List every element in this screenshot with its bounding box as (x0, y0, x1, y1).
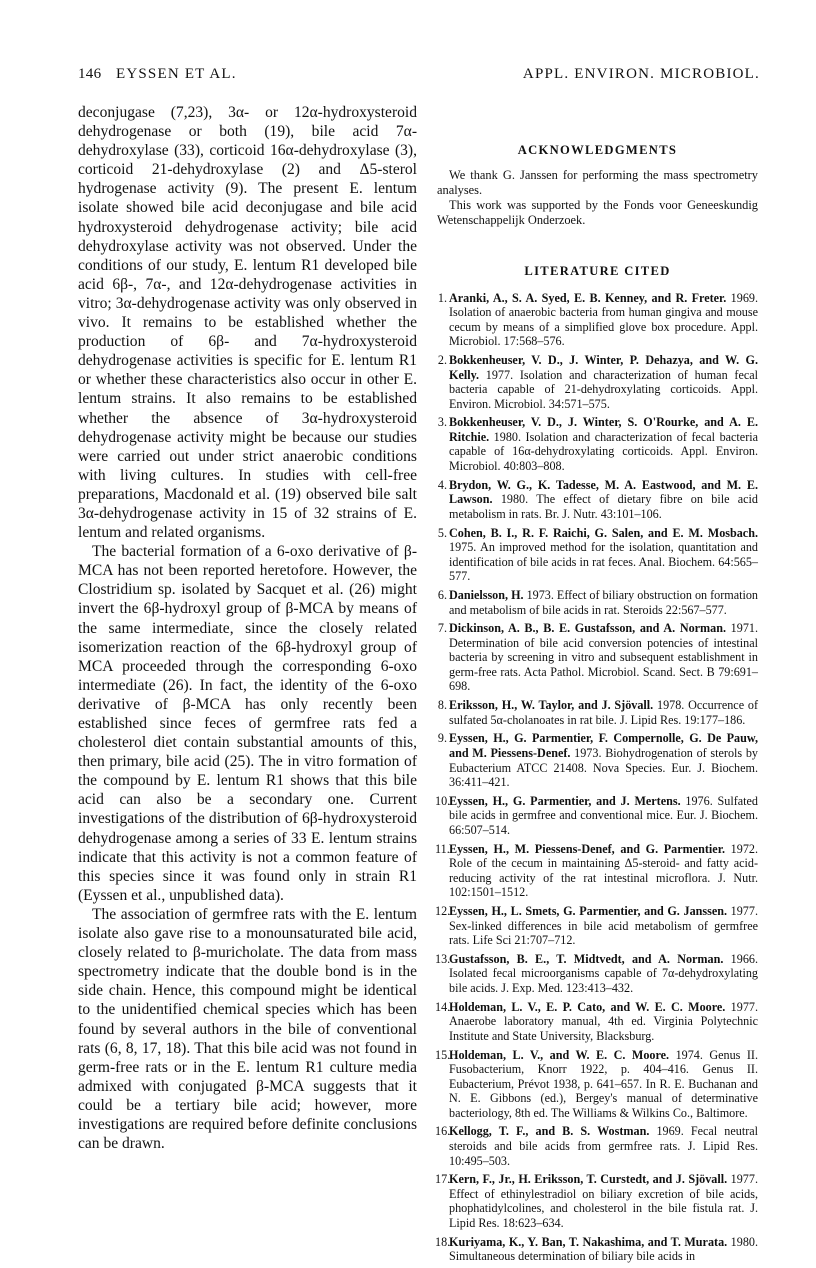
reference-authors: Cohen, B. I., R. F. Raichi, G. Salen, and E. M. Mosbach. (449, 525, 758, 540)
reference-text: 1971. Determination of bile acid conversion potencies of intestinal bacteria by screening in vitro and subsequent establishment in germ-free rats. Acta Pathol. Microbiol. Scand. Sect. B 79:691–698. (449, 621, 758, 694)
reference-item (437, 731, 758, 789)
reference-text: 1978. Occurrence of sulfated 5α-cholanoates in rat bile. J. Lipid Res. 19:177–186. (449, 698, 758, 727)
reference-authors: Eyssen, H., M. Piessens-Denef, and G. Parmentier. (449, 841, 726, 856)
reference-authors: Eyssen, H., G. Parmentier, and J. Mertens. (449, 793, 681, 808)
reference-item (437, 952, 758, 996)
reference-text: 1976. Sulfated bile acids in germfree and conventional mice. Eur. J. Biochem. 66:507–514. (449, 793, 758, 837)
reference-number: 13. (435, 951, 451, 966)
reference-authors: Kellogg, T. F., and B. S. Wostman. (449, 1124, 650, 1139)
page-number: 146 (78, 66, 102, 82)
reference-number: 7. (437, 621, 447, 636)
body-paragraph-2: The bacterial formation of a 6-oxo derivative of β-MCA has not been reported heretofore. However, the Clostridium sp. isolated by Sacquet et al. (26) might invert the 6β-hydroxyl group of β-MCA by means of the same intermediate, since the closely related isomerization reaction of the 6β-hydroxyl group of MCA proceeded through the corresponding 6-oxo intermediate (26). In fact, the identity of the 6-oxo derivative of β-MCA has only recently been established since feces of germfree rats fed a cholesterol diet contain substantial amounts of this, then primary, bile acid (25). The in vitro formation of the compound by E. lentum R1 shows that this bile acid can also be a secondary one. Current investigations of the distribution of 6β-hydroxysteroid dehydrogenase among a series of 33 E. lentum strains indicate that this activity is not a common feature of this species since it was found only in strain R1 (Eyssen et al., unpublished data). (78, 543, 417, 904)
reference-text: 1974. Genus II. Fusobacterium, Knorr 1922, p. 404–416. Genus II. Eubacterium, Prévot 1938, p. 641–657. In R. E. Buchanan and N. E. Gibbons (ed.), Bergey's manual of determinative bacteriology, 8th ed. The Williams & Wilkins Co., Baltimore. (449, 1047, 758, 1120)
reference-text: 1973. Effect of biliary obstruction on formation and metabolism of bile acids in rat. Steroids 22:567–577. (449, 587, 758, 617)
reference-authors: Eyssen, H., G. Parmentier, F. Compernolle, G. De Pauw, and M. Piessens-Denef. (449, 731, 758, 760)
reference-authors: Bokkenheuser, V. D., J. Winter, P. Dehazya, and W. G. Kelly. (449, 353, 758, 382)
reference-authors: Danielsson, H. (449, 587, 524, 602)
reference-item (437, 842, 758, 900)
reference-item (437, 291, 758, 349)
reference-number: 14. (435, 999, 451, 1014)
reference-item (437, 1048, 758, 1121)
body-paragraph-3: The association of germfree rats with the E. lentum isolate also gave rise to a monounsaturated bile acid, closely related to β-muricholate. The data from mass spectrometry indicate that the double bond is in the side chain. Hence, this compound might be identical to the unidentified chemical species which has been found by several authors in the bile of conventional rats (6, 8, 17, 18). That this bile acid was not found in germ-free rats or in the E. lentum R1 culture media admixed with conjugated β-MCA suggests that it could be a tertiary bile acid; however, more investigations are required before definite conclusions can be drawn. (78, 905, 417, 1153)
reference-text: 1975. An improved method for the isolation, quantitation and identification of bile acids in rat feces. Anal. Biochem. 64:565–577. (449, 540, 758, 584)
reference-number: 5. (437, 525, 447, 540)
reference-number: 3. (437, 415, 447, 430)
left-column (78, 103, 417, 1153)
reference-number: 18. (435, 1234, 451, 1249)
reference-text: 1969. Isolation of anaerobic bacteria from human gingiva and mouse cecum by means of a simplified glove box procedure. Appl. Microbiol. 17:568–576. (449, 290, 759, 349)
reference-text: 1980. Simultaneous determination of biliary bile acids in (449, 1234, 758, 1264)
acknowledgment-paragraph-2: This work was supported by the Fonds voor Geneeskundig Wetenschappelijk Onderzoek. (437, 197, 758, 227)
reference-item (437, 1235, 758, 1264)
reference-authors: Kern, F., Jr., H. Eriksson, T. Curstedt, and J. Sjövall. (449, 1172, 728, 1187)
reference-item (437, 698, 758, 727)
reference-authors: Eyssen, H., L. Smets, G. Parmentier, and G. Janssen. (449, 904, 728, 919)
acknowledgments-heading: ACKNOWLEDGMENTS (517, 143, 678, 157)
reference-authors: Holdeman, L. V., and W. E. C. Moore. (449, 1047, 670, 1062)
reference-item (437, 904, 758, 948)
reference-authors: Aranki, A., S. A. Syed, E. B. Kenney, and R. Freter. (449, 290, 727, 305)
reference-number: 9. (437, 731, 447, 746)
reference-text: 1966. Isolated fecal microorganisms capable of 7α-dehydroxylating bile acids. J. Exp. Med. 123:413–432. (449, 951, 758, 995)
reference-item (437, 478, 758, 522)
running-head-authors: EYSSEN ET AL. (116, 66, 237, 82)
reference-number: 8. (437, 698, 447, 713)
reference-authors: Brydon, W. G., K. Tadesse, M. A. Eastwood, and M. E. Lawson. (449, 477, 758, 507)
running-head-journal: APPL. ENVIRON. MICROBIOL. (522, 66, 760, 82)
reference-item (437, 415, 758, 473)
reference-authors: Dickinson, A. B., B. E. Gustafsson, and A. Norman. (449, 621, 727, 636)
reference-text: 1977. Isolation and characterization of human fecal bacteria capable of 21-dehydroxylating corticoids. Appl. Environ. Microbiol. 34:571–575. (449, 367, 758, 411)
literature-cited-heading: LITERATURE CITED (524, 263, 671, 278)
reference-number: 4. (437, 477, 447, 492)
reference-authors: Holdeman, L. V., E. P. Cato, and W. E. C. Moore. (449, 999, 726, 1014)
reference-authors: Eriksson, H., W. Taylor, and J. Sjövall. (449, 698, 654, 713)
reference-number: 11. (435, 841, 450, 856)
reference-item (437, 588, 758, 617)
reference-text: 1980. The effect of dietary fibre on bile acid metabolism in rats. Br. J. Nutr. 43:101–106. (449, 492, 758, 521)
reference-item (437, 621, 758, 694)
reference-number: 17. (435, 1172, 451, 1187)
reference-text: 1977. Sex-linked differences in bile acid metabolism of germfree rats. Life Sci 21:707–712. (449, 904, 758, 948)
reference-text: 1977. Anaerobe laboratory manual, 4th ed. Virginia Polytechnic Institute and State University, Blacksburg. (449, 999, 758, 1043)
reference-item (437, 1124, 758, 1168)
reference-item (437, 1172, 758, 1230)
right-column (437, 136, 758, 1268)
reference-item (437, 794, 758, 838)
reference-item (437, 1000, 758, 1044)
reference-text: 1969. Fecal neutral steroids and bile acids from germfree rats. J. Lipid Res. 10:495–503. (449, 1124, 758, 1168)
reference-item (437, 353, 758, 411)
reference-list (437, 291, 758, 1264)
reference-text: 1972. Role of the cecum in maintaining Δ5-steroid- and fatty acid-reducing activity of the rat intestinal microflora. J. Nutr. 102:1501–1512. (449, 841, 758, 900)
reference-number: 10. (435, 793, 451, 808)
acknowledgment-paragraph-1: We thank G. Janssen for performing the mass spectrometry analyses. (437, 168, 758, 197)
reference-number: 12. (435, 904, 451, 919)
reference-text: 1973. Biohydrogenation of sterols by Eubacterium ATCC 21408. Nova Species. Eur. J. Biochem. 36:411–421. (449, 745, 758, 790)
reference-number: 16. (435, 1124, 451, 1139)
reference-item (437, 526, 758, 584)
reference-number: 15. (435, 1047, 451, 1062)
reference-number: 1. (437, 290, 447, 305)
reference-number: 6. (437, 587, 447, 602)
body-paragraph-1: deconjugase (7,23), 3α- or 12α-hydroxysteroid dehydrogenase or both (19), bile acid 7α-dehydroxylase (33), corticoid 16α-dehydroxylase (3), corticoid 21-dehydroxylase (2) and Δ5-sterol hydrogenase activity (9). The present E. lentum isolate showed bile acid deconjugase and bile acid hydroxysteroid dehydrogenase activity; bile acid dehydroxylase activity was not observed. Under the conditions of our study, E. lentum R1 developed bile acid 6β-, 7α-, and 12α-dehydrogenase activities in vitro; 3α-dehydrogenase activity was only observed in vivo. It remains to be established whether the production of 6β- and 7α-hydroxysteroid dehydrogenase activities is specific for E. lentum R1 or whether these characteristics also occur in other E. lentum strains. It also remains to be established whether the absence of 3α-hydroxysteroid dehydrogenase activity might be because our studies were carried out under strict anaerobic conditions with living cultures. In studies with cell-free preparations, Macdonald et al. (19) observed bile salt 3α-dehydrogenase activity in 15 of 32 strains of E. lentum and related organisms. (78, 104, 417, 542)
reference-text: 1977. Effect of ethinylestradiol on biliary excretion of bile acids, phophatidylcolines, and cholesterol in the bile fistula rat. J. Lipid Res. 18:623–634. (449, 1172, 758, 1230)
reference-text: 1980. Isolation and characterization of fecal bacteria capable of 16α-dehydroxylating corticoids. Appl. Environ. Microbiol. 40:803–808. (449, 429, 758, 474)
reference-authors: Gustafsson, B. E., T. Midtvedt, and A. Norman. (449, 951, 724, 966)
reference-number: 2. (437, 353, 447, 367)
reference-authors: Kuriyama, K., Y. Ban, T. Nakashima, and T. Murata. (449, 1234, 728, 1249)
reference-authors: Bokkenheuser, V. D., J. Winter, S. O'Rourke, and A. E. Ritchie. (449, 415, 758, 444)
page-header (78, 66, 760, 90)
